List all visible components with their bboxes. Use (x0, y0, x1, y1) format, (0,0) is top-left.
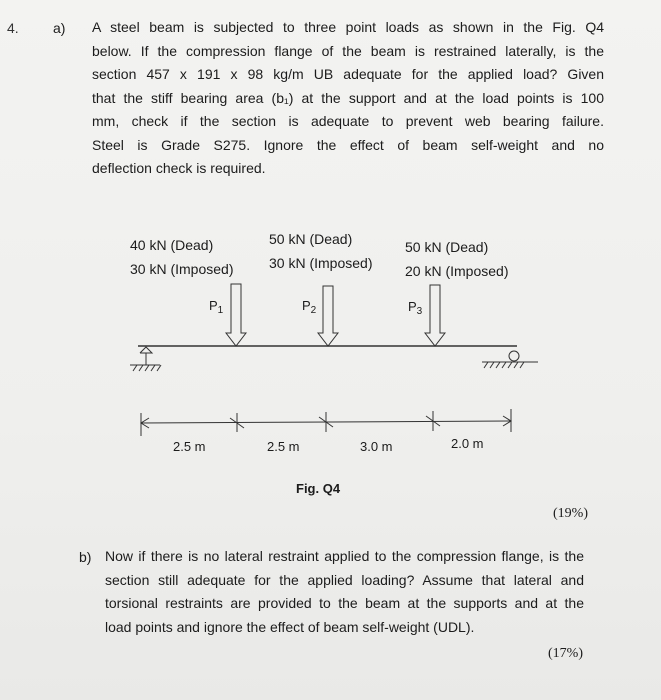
load-p3-dead: 50 kN (Dead) (405, 239, 489, 255)
pin-support-left (130, 347, 161, 371)
load-p2-dead: 50 kN (Dead) (269, 231, 353, 247)
part-b-text (105, 545, 584, 639)
load-p3-tag: $P_3$ (408, 299, 423, 317)
part-a-line: below. If the compression flange of the beam is restrained laterally, is the (92, 42, 604, 59)
part-a-line: mm, check if the section is adequate to prevent web bearing failure. (92, 113, 604, 129)
question-number: 4. (7, 20, 19, 36)
part-b-line: torsional restraints are provided to the beam at the supports and at the (105, 595, 584, 611)
part-b-marks: (17%) (548, 646, 583, 661)
part-a-line: deflection check is required. (92, 160, 266, 176)
part-b-line: load points and ignore the effect of beam self-weight (UDL). (105, 618, 475, 635)
load-p3-imposed: 20 kN (Imposed) (405, 263, 509, 279)
part-a-line: A steel beam is subjected to three point loads as shown in the Fig. Q4 (92, 19, 604, 35)
load-arrow-p3 (425, 285, 445, 346)
figure-caption: Fig. Q4 (296, 481, 341, 496)
part-a-line: that the stiff bearing area (b₁) at the support and at the load points is 100 (92, 89, 604, 106)
part-b-label: b) (79, 549, 92, 565)
span-label-1: 2.5 m (173, 439, 206, 454)
span-label-4: 2.0 m (451, 436, 484, 451)
roller-support-right (482, 351, 538, 368)
load-p2-imposed: 30 kN (Imposed) (269, 255, 373, 271)
load-p2-tag: $P_2$ (302, 298, 317, 316)
load-p1-tag: $P_1$ (209, 298, 224, 316)
load-arrow-p1 (226, 284, 246, 346)
part-a-line: section 457 x 191 x 98 kg/m UB adequate for the applied load? Given (92, 66, 604, 82)
load-p1-imposed: 30 kN (Imposed) (130, 261, 234, 277)
span-label-2: 2.5 m (267, 439, 300, 454)
span-label-3: 3.0 m (360, 439, 393, 454)
part-a-marks: (19%) (553, 506, 588, 521)
part-a-label: a) (53, 20, 66, 36)
load-p1-dead: 40 kN (Dead) (130, 237, 214, 253)
load-arrow-p2 (318, 286, 338, 346)
part-b-line: Now if there is no lateral restraint applied to the compression flange, is the (105, 548, 584, 564)
part-a-line: Steel is Grade S275. Ignore the effect of beam self-weight and no (92, 136, 604, 153)
part-b-line: section still adequate for the applied loading? Assume that lateral and (105, 571, 584, 588)
